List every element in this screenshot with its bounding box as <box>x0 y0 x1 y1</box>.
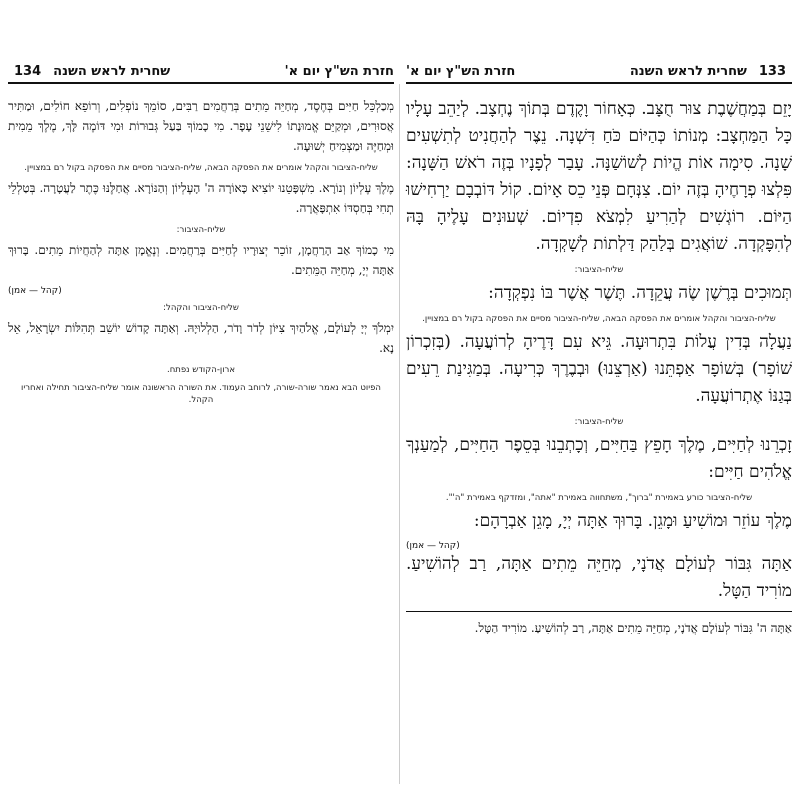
left-header-center: שחרית לראש השנה <box>53 64 171 79</box>
instruction: שליח-הציבור והקהל אומרים את הפסקה הבאה, שליח-הציבור מסיים את הפסקה בקול רם במצויין. <box>24 163 378 173</box>
text-block: מְכַלְכֵּל חַיִּים בְּחֶסֶד, מְחַיֵּה מֵתִים בְּרַחֲמִים רַבִּים, סוֹמֵךְ נוֹפְלִים, וְרוֹפֵא חוֹלִים, וּמַתִּיר אֲסוּרִים, וּמְקַיֵּם אֱמוּנָתוֹ לִישֵׁנֵי עָפָר. מִי כָמוֹךָ בַּעַל גְּבוּרוֹת וּמִי דּוֹמֶה לָּךְ, מֶלֶךְ מֵמִית וּמְחַיֶּה וּמַצְמִיחַ יְשׁוּעָה. <box>8 99 394 153</box>
text-block: אַתָּה ה' גִּבּוֹר לְעוֹלָם אֲדֹנָי, מְחַיֵּה מֵתִים אַתָּה, רַב לְהוֹשִׁיעַ. מוֹרִיד הַטָּל. <box>474 621 792 635</box>
instruction: שליח-הציבור והקהל אומרים את הפסקה הבאה, שליח-הציבור מסיים את הפסקה בקול רם במצויין. <box>422 314 776 324</box>
instruction: שליח-הציבור: <box>574 265 624 275</box>
left-page-number: 134 <box>14 64 42 79</box>
right-page-header <box>406 62 792 84</box>
right-page-number: 133 <box>758 64 786 79</box>
right-header-title: חזרת הש"ץ יום א' <box>406 64 516 79</box>
text-block: מֶלֶךְ עֶלְיוֹן וְנוֹרָא. מִשְׁפָּטֵנוּ יוֹצִיא כָּאוֹרָה ה' הָעֶלְיוֹן וְהַנּוֹרָא. אֲחַלֶּנּוּ כֶּתֶר לַעֲטָרָה. בְּטַלְלֵי תְחִי בְּחַסְדּוֹ אִתְפָּאֲרָה. <box>8 181 394 215</box>
text-block: מֶלֶךְ עוֹזֵר וּמוֹשִׁיעַ וּמָגֵן. בָּרוּךְ אַתָּה יְיָ, מָגֵן אַבְרָהָם: <box>473 511 792 531</box>
congregation-response: (קהל — אמן) <box>8 286 62 296</box>
text-block: אַתָּה גִּבּוֹר לְעוֹלָם אֲדֹנָי, מְחַיֵּה מֵתִים אַתָּה, רַב לְהוֹשִׁיעַ. מוֹרִיד הַטָּל. <box>406 554 792 601</box>
right-page-content <box>406 96 792 644</box>
left-page-content <box>8 96 394 410</box>
left-page-header <box>8 62 394 84</box>
instruction: הפיוט הבא נאמר שורה-שורה, לרוחב העמוד. את השורה הראשונה אומר שליח-הציבור תחילה ואחריו הקהל. <box>21 383 381 405</box>
instruction: שליח-הציבור כורע באמירת "ברוך", משתחווה באמירת "אתה", ומזדקף באמירת "ה'". <box>445 493 753 503</box>
text-block: נַעֲלָה בְּדִין עֲלוֹת בִּתְרוּעָה. גֵּיא עִם דָּרֶיהָ לְרוֹעֲעָה. (בְּזִכְרוֹן שׁוֹפָר) בְּשׁוֹפָר אַפְתֵּנוּ (אַרְצֵנוּ) וּבְבֶרֶךְ כְּרִיעָה. בְּמַגִּינַת רֵעִים בְּגַנּוֹ אֶתְרוֹעֲעָה. <box>406 332 792 406</box>
right-header-center: שחרית לראש השנה <box>629 64 747 79</box>
section-rule <box>406 611 792 612</box>
instruction: שליח-הציבור והקהל: <box>163 303 239 313</box>
left-header-title: חזרת הש"ץ יום א' <box>284 64 394 79</box>
instruction: שליח-הציבור: <box>176 225 226 235</box>
page-gutter <box>399 84 400 784</box>
instruction: שליח-הציבור: <box>574 417 624 427</box>
text-block: זָכְרֵנוּ לְחַיִּים, מֶלֶךְ חָפֵץ בַּחַיִּים, וְכָתְבֵנוּ בְּסֵפֶר הַחַיִּים, לְמַעַנְךָ אֱלֹהִים חַיִּים: <box>406 435 792 482</box>
text-block: יָזֵם בְּמַחֲשֶׁבֶת צוּר חֻצָּב. כְּאָחוֹר וָקֶדֶם בְּתוֹךְ נֶחְצָב. לְיַהֵב עָלָיו כָּל הַמַּחְצָב: מְנוֹתוֹ כְּהַיּוֹם כֹּחַ דִּשְׁנָה. נֵצֶר לְהַחֲנִיט לְתִשְׁעִים שָׁנָה. סִימָה אוֹת הֱיוֹת לְשׁוֹשַׁנָּה. עָבַר לְפָנָיו בְּזֶה רֹאשׁ הַשָּׁנָה: פִּלְצוּ פְרָחֶיהָ בְּזֶה יוֹם. צִנְּחָם פְּנֵי כֵס אָיוֹם. קוֹל דּוֹבְבָם יַרְחִישׁוּ הַיּוֹם. רוֹגְשִׁים לְהַרִיעַ לִמְצֹא פִדְיוֹם. שְׁעוּנִים עָלֶיהָ בָּהּ לְהִפָּקְדָה. שׁוֹאֲגִים בְּלַהַק דַּלְתוֹת לְשָׁקְדָה. <box>406 99 792 254</box>
instruction: ארון-הקודש נפתח. <box>167 365 235 375</box>
text-block: תְּמוּכִים בְּרֶשֶׁן שֶׂה עֲקֵדָה. תֶּשֶׁר אֲשֶׁר בּוֹ נִפְקְדָה: <box>488 283 792 303</box>
congregation-response: (קהל — אמן) <box>406 541 460 551</box>
text-block: יִמְלֹךְ יְיָ לְעוֹלָם, אֱלֹהַיִךְ צִיּוֹן לְדֹר וָדֹר, הַלְלוּיָהּ. וְאַתָּה קָדוֹשׁ יוֹשֵׁב תְּהִלּוֹת יִשְׂרָאֵל, אֵל נָא. <box>8 321 394 355</box>
text-block: מִי כָמוֹךָ אַב הָרַחֲמָן, זוֹכֵר יְצוּרָיו לְחַיִּים בְּרַחֲמִים. וְנֶאֱמָן אַתָּה לְהַחֲיוֹת מֵתִים. בָּרוּךְ אַתָּה יְיָ, מְחַיֵּה הַמֵּתִים. <box>8 243 394 277</box>
